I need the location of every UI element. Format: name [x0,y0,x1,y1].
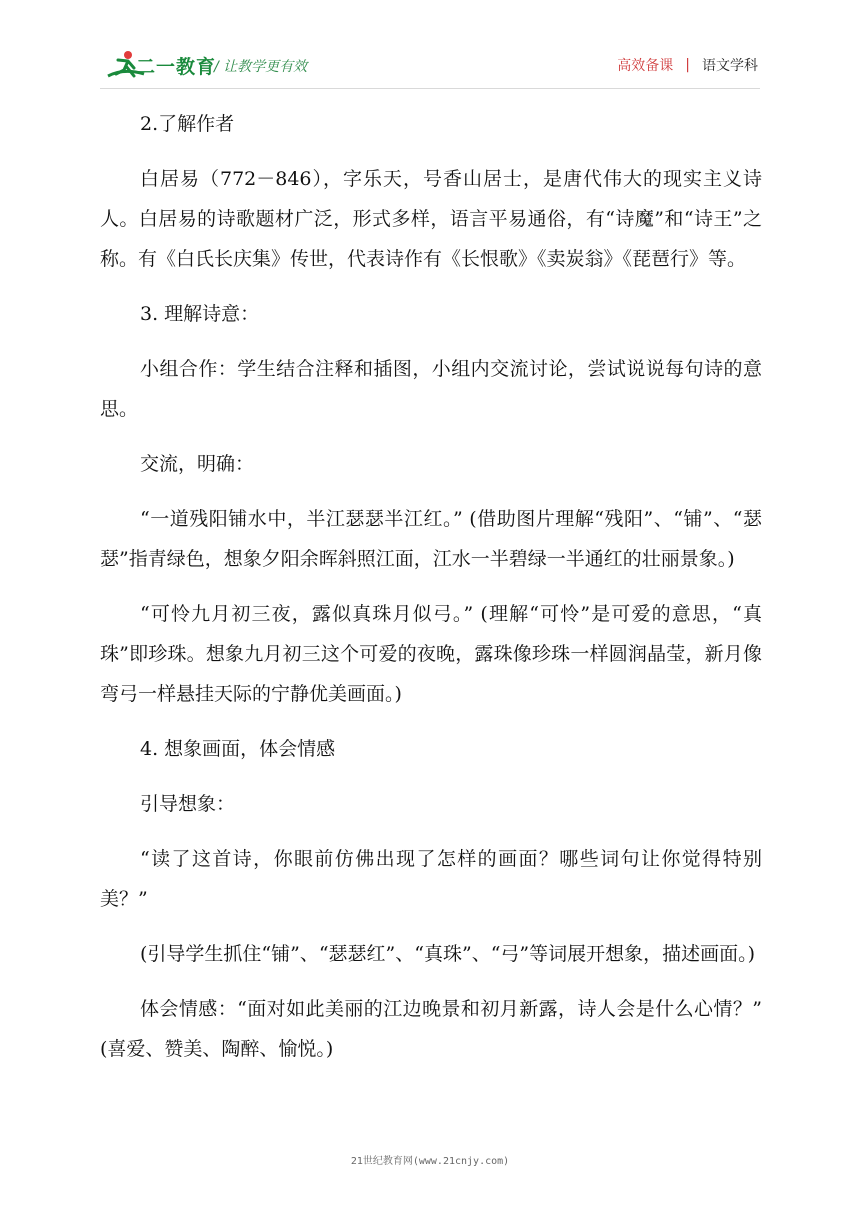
header-tags [617,55,758,75]
paragraph: “一道残阳铺水中，半江瑟瑟半江红。” (借助图片理解“残阳”、“铺”、“瑟瑟”指青绿色，想象夕阳余晖斜照江面，江水一半碧绿一半通红的壮丽景象。) [100,508,762,570]
header-tag-left: 高效备课 [617,58,674,74]
header-separator: | [685,57,690,73]
paragraph: “可怜九月初三夜，露似真珠月似弓。” (理解“可怜”是可爱的意思，“真珠”即珍珠。想象九月初三这个可爱的夜晚，露珠像珍珠一样圆润晶莹，新月像弯弓一样悬挂天际的宁静优美画面。) [100,603,762,705]
paragraph: 白居易（772－846），字乐天，号香山居士，是唐代伟大的现实主义诗人。白居易的诗歌题材广泛，形式多样，语言平易通俗，有“诗魔”和“诗王”之称。有《白氏长庆集》传世，代表诗作有《长恨歌》《卖炭翁》《琵琶行》等。 [100,168,762,270]
page-header [0,0,860,92]
section-heading: 3. 理解诗意： [140,303,260,325]
section-heading: 4. 想象画面，体会情感 [140,738,336,760]
paragraph: 小组合作：学生结合注释和插图，小组内交流讨论，尝试说说每句诗的意思。 [100,358,762,420]
paragraph: 交流，明确： [140,453,255,475]
page-footer: 21世纪教育网(www.21cnjy.com) [350,1156,510,1167]
header-tag-right: 语文学科 [702,58,758,74]
header-slogan: / 让教学更有效 [214,59,308,75]
header-divider [100,88,760,89]
paragraph: (引导学生抓住“铺”、“瑟瑟红”、“真珠”、“弓”等词展开想象，描述画面。) [140,943,756,965]
document-body [100,104,762,1084]
section-heading: 2.了解作者 [140,113,235,135]
logo-text: 二一教育 [136,56,217,78]
paragraph: “读了这首诗，你眼前仿佛出现了怎样的画面？哪些词句让你觉得特别美？” [100,848,762,910]
paragraph: 引导想象： [140,793,236,815]
paragraph: 体会情感：“面对如此美丽的江边晚景和初月新露，诗人会是什么心情？” (喜爱、赞美、陶醉、愉悦。) [100,998,762,1060]
